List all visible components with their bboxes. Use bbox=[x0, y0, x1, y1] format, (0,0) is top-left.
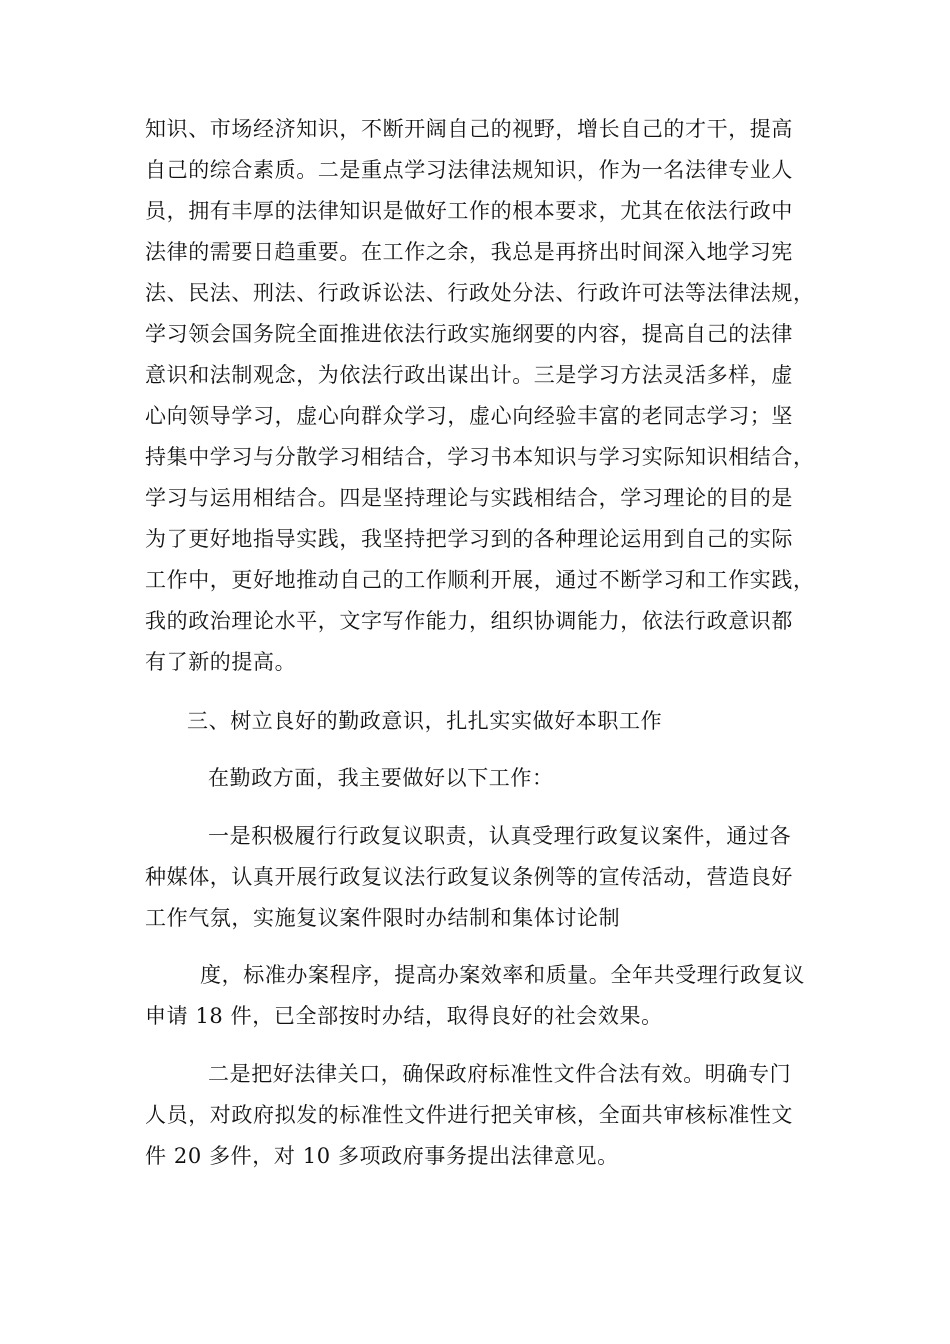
body-text-line: 知识、市场经济知识，不断开阔自己的视野，增长自己的才干，提高 bbox=[145, 117, 793, 141]
body-text-line: 工作气氛，实施复议案件限时办结制和集体讨论制 bbox=[145, 906, 621, 930]
paragraph-intro: 在勤政方面，我主要做好以下工作： bbox=[208, 766, 554, 790]
body-text-line: 学习领会国务院全面推进依法行政实施纲要的内容，提高自己的法律 bbox=[145, 322, 793, 346]
body-text-line: 为了更好地指导实践，我坚持把学习到的各种理论运用到自己的实际 bbox=[145, 527, 793, 551]
body-text-line: 自己的综合素质。二是重点学习法律法规知识，作为一名法律专业人 bbox=[145, 158, 793, 182]
body-text-line: 法律的需要日趋重要。在工作之余，我总是再挤出时间深入地学习宪 bbox=[145, 240, 793, 264]
body-text-line: 工作中，更好地推动自己的工作顺利开展，通过不断学习和工作实践， bbox=[145, 568, 815, 592]
body-text-line: 一是积极履行行政复议职责，认真受理行政复议案件，通过各 bbox=[208, 824, 792, 848]
body-text-line: 心向领导学习，虚心向群众学习，虚心向经验丰富的老同志学习；坚 bbox=[145, 404, 793, 428]
body-text-line: 件 20 多件，对 10 多项政府事务提出法律意见。 bbox=[145, 1144, 619, 1168]
body-text-line: 法、民法、刑法、行政诉讼法、行政处分法、行政许可法等法律法规， bbox=[145, 281, 815, 305]
section-heading: 三、树立良好的勤政意识，扎扎实实做好本职工作 bbox=[187, 709, 663, 733]
body-text-line: 种媒体，认真开展行政复议法行政复议条例等的宣传活动，营造良好 bbox=[145, 865, 793, 889]
body-text-line: 员，拥有丰厚的法律知识是做好工作的根本要求，尤其在依法行政中 bbox=[145, 199, 793, 223]
body-text-line: 意识和法制观念，为依法行政出谋出计。三是学习方法灵活多样，虚 bbox=[145, 363, 793, 387]
body-text-line: 我的政治理论水平，文字写作能力，组织协调能力，依法行政意识都 bbox=[145, 609, 793, 633]
body-text-line: 二是把好法律关口，确保政府标准性文件合法有效。明确专门 bbox=[208, 1062, 792, 1086]
body-text-line: 人员，对政府拟发的标准性文件进行把关审核，全面共审核标准性文 bbox=[145, 1103, 793, 1127]
body-text-line: 有了新的提高。 bbox=[145, 650, 297, 674]
body-text-line: 度，标准办案程序，提高办案效率和质量。全年共受理行政复议 bbox=[200, 963, 805, 987]
body-text-line: 持集中学习与分散学习相结合，学习书本知识与学习实际知识相结合， bbox=[145, 445, 815, 469]
body-text-line: 学习与运用相结合。四是坚持理论与实践相结合，学习理论的目的是 bbox=[145, 486, 793, 510]
body-text-line: 申请 18 件，已全部按时办结，取得良好的社会效果。 bbox=[145, 1004, 663, 1028]
